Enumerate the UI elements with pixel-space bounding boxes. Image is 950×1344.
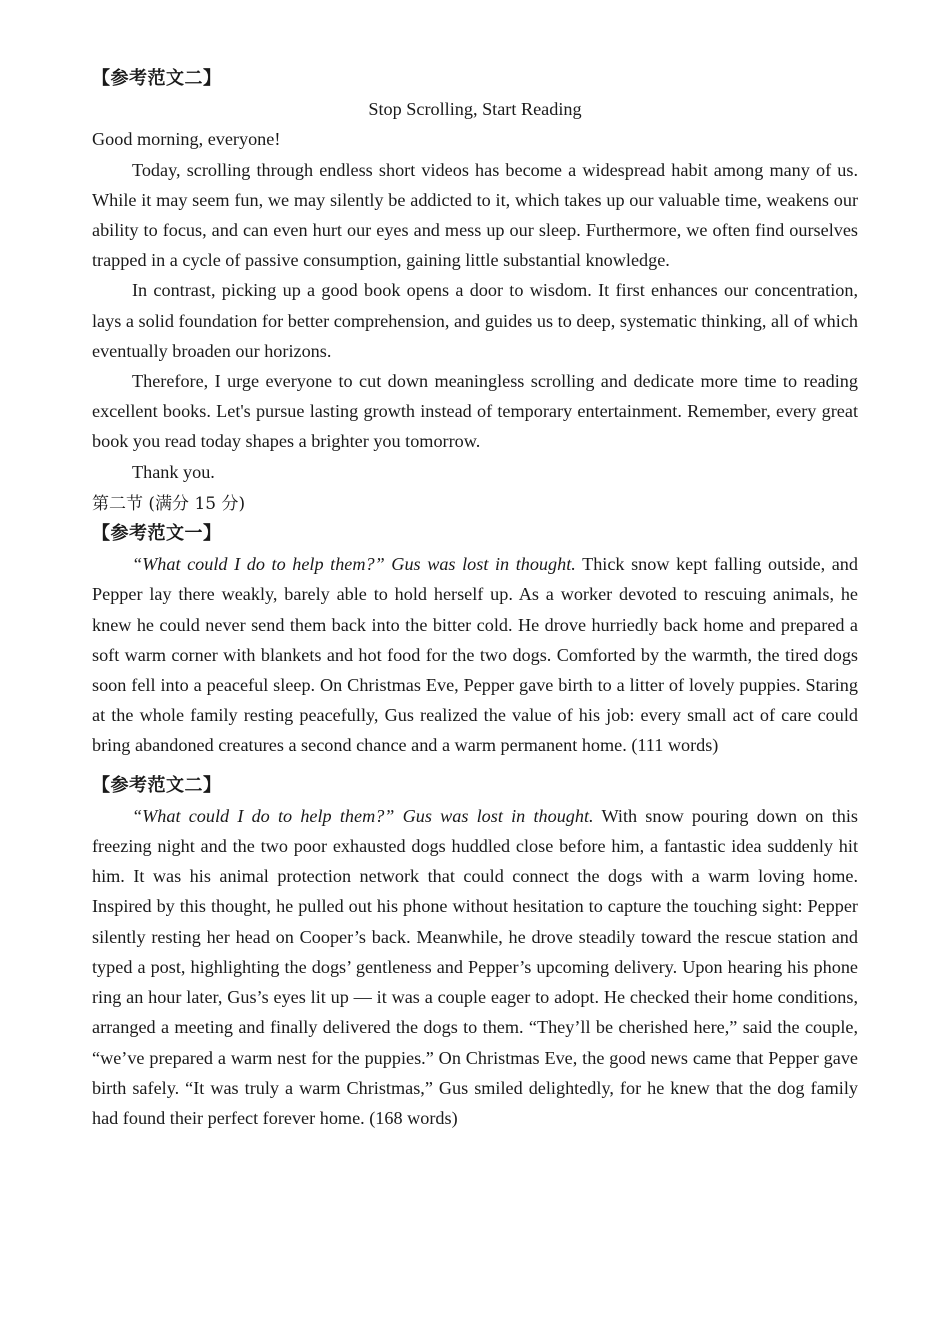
spacer	[92, 761, 858, 771]
speech-paragraph: Today, scrolling through endless short videos has become a widespread habit among many of us. While it may seem fun, we may silently be addicted to it, which takes up our valuable time, weakens our ability to focus, and can even hurt our eyes and mess up our sleep. Furthermore, we often find ourselves trapped in a cycle of passive consumption, gaining little substantial knowledge.	[92, 159, 858, 271]
essay-paragraph	[92, 801, 858, 1133]
speech-greeting: Good morning, everyone!	[92, 129, 281, 150]
essay-paragraph	[92, 549, 858, 760]
document-page	[92, 64, 858, 1133]
essay-opening-sentence: “What could I do to help them?” Gus was lost in thought.	[132, 554, 576, 575]
section-heading-model-essay-2: 【参考范文二】	[92, 774, 222, 796]
essay-body: Thick snow kept falling outside, and Pepper lay there weakly, barely able to hold herself up. As a worker devoted to rescuing animals, he knew he could never send them back into the bitter cold. He drove hurriedly back home and prepared a soft warm corner with blankets and hot food for the two dogs. Comforted by the warmth, the tired dogs soon fell into a peaceful sleep. On Christmas Eve, Pepper gave birth to a litter of lovely puppies. Staring at the whole family resting peacefully, Gus realized the value of his job: every small act of care could bring abandoned creatures a second chance and a warm permanent home. (111 words)	[92, 554, 858, 756]
section-heading-model-essay-1: 【参考范文一】	[92, 523, 222, 545]
essay-body: With snow pouring down on this freezing night and the two poor exhausted dogs huddled close before him, a fantastic idea suddenly hit him. It was his animal protection network that could connect the dogs with a warm loving home. Inspired by this thought, he pulled out his phone without hesitation to capture the touching sight: Pepper silently resting her head on Cooper’s back. Meanwhile, he drove steadily toward the rescue station and typed a post, highlighting the dogs’ gentleness and Pepper’s upcoming delivery. Upon hearing his phone ring an hour later, Gus’s eyes lit up — it was a couple eager to adopt. He checked their home conditions, arranged a meeting and finally delivered the dogs to them. “They’ll be cherished here,” said the couple, “we’ve prepared a warm nest for the puppies.” On Christmas Eve, the good news came that Pepper gave birth safely. “It was truly a warm Christmas,” Gus smiled delightedly, for he knew that the dog family had found their perfect forever home. (168 words)	[92, 805, 858, 1128]
speech-paragraph: Therefore, I urge everyone to cut down meaningless scrolling and dedicate more time to reading excellent books. Let's pursue lasting growth instead of temporary entertainment. Remember, every great book you read today shapes a brighter you tomorrow.	[92, 371, 858, 452]
essay-opening-sentence: “What could I do to help them?” Gus was lost in thought.	[132, 805, 594, 826]
section-label: 第二节 (满分 15 分)	[92, 493, 246, 514]
section-heading-model-essay-2: 【参考范文二】	[92, 68, 222, 89]
speech-title: Stop Scrolling, Start Reading	[368, 99, 582, 120]
speech-paragraph: In contrast, picking up a good book opens a door to wisdom. It first enhances our concentration, lays a solid foundation for better comprehension, and guides us to deep, systematic thinking, all of which eventually broaden our horizons.	[92, 280, 858, 361]
speech-closing: Thank you.	[132, 461, 215, 482]
